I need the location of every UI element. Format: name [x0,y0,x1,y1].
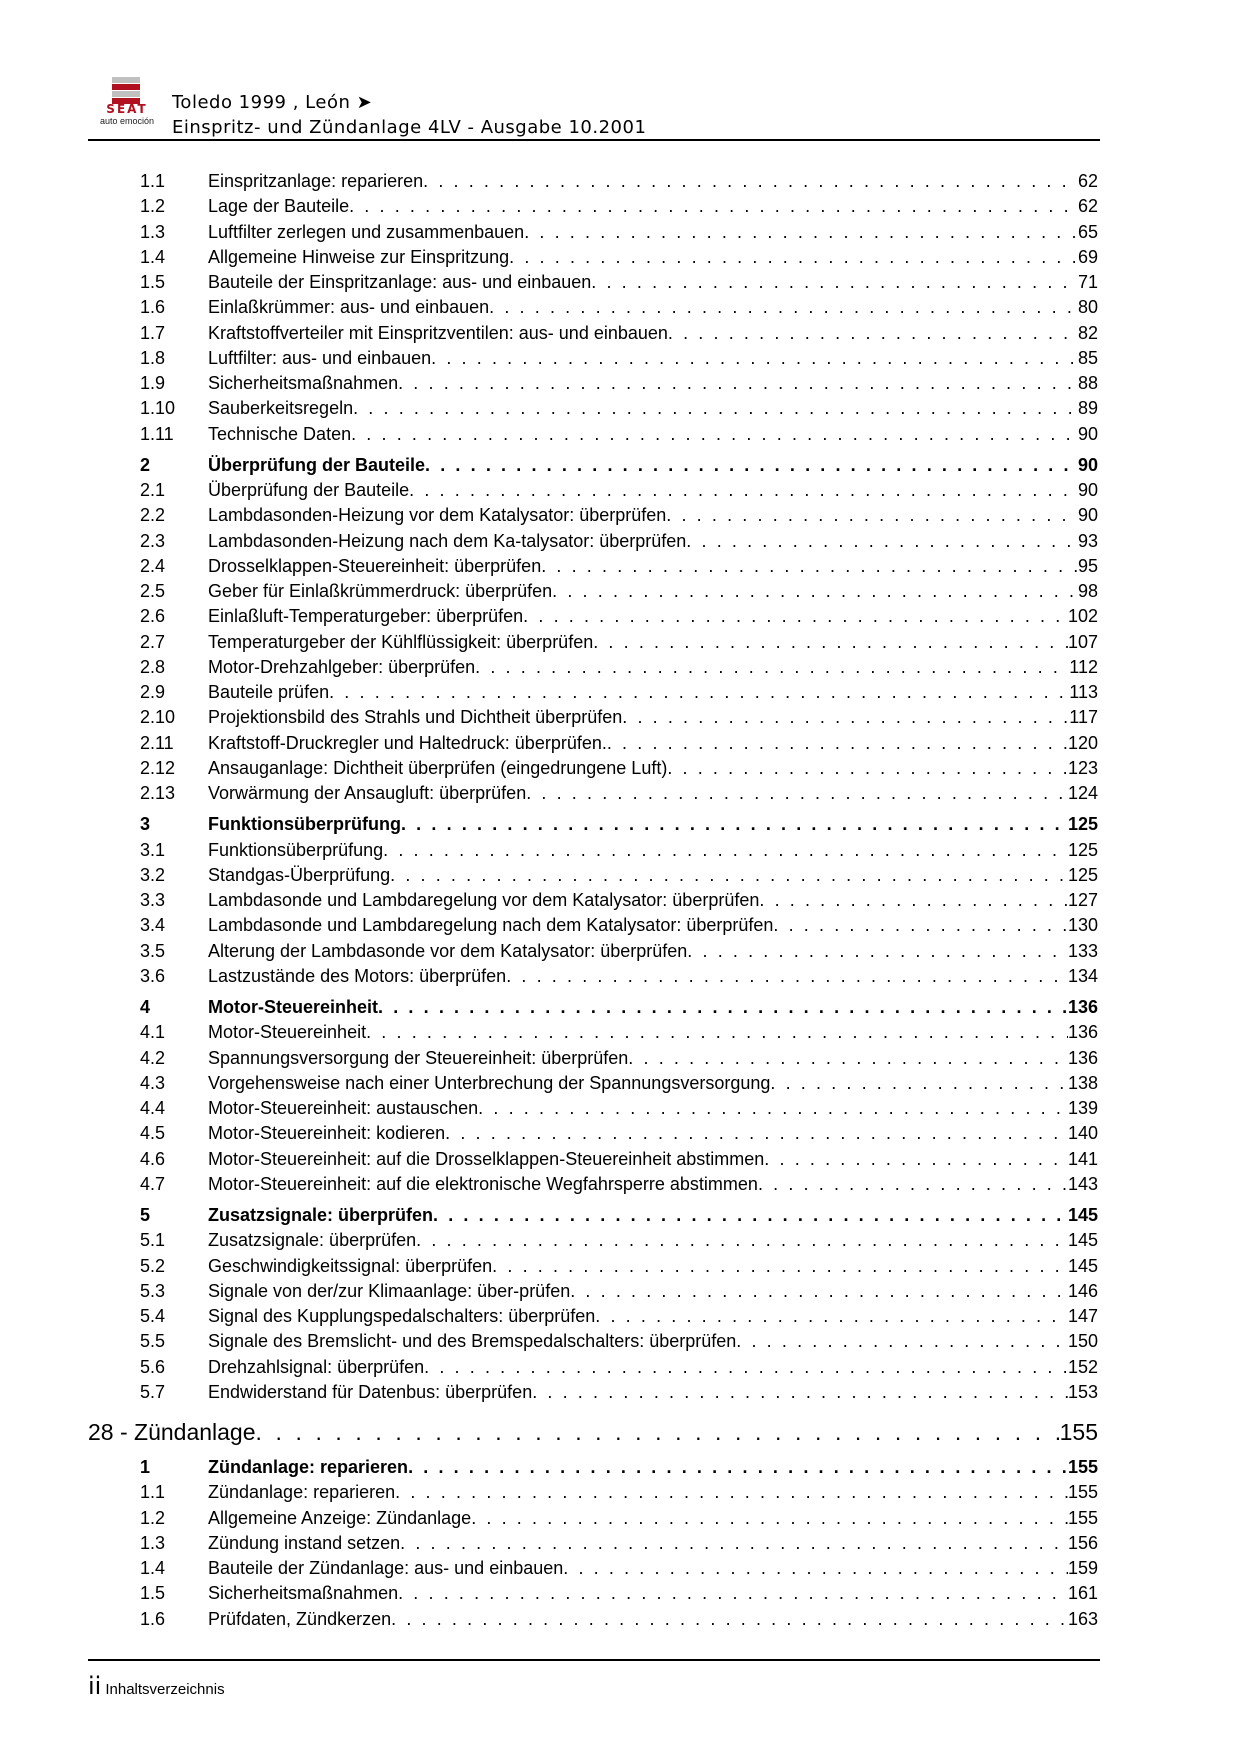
toc-entry-title: Lage der Bauteile [208,196,350,217]
dot-leader [366,1020,1068,1045]
toc-entry-title: Allgemeine Hinweise zur Einspritzung [208,246,510,267]
toc-entry-title: Funktionsüberprüfung [208,814,401,835]
dot-leader [764,1147,1068,1172]
toc-entry-page: 147 [1067,1306,1098,1326]
dot-leader [478,1096,1068,1121]
toc-entry-number: 1.11 [140,423,174,444]
dot-leader [424,1355,1068,1380]
toc-entry-number: 3.1 [140,839,166,860]
toc-entry-number: 3.6 [140,965,166,986]
toc-entry-title: Sicherheitsmaßnahmen [208,1583,399,1604]
dot-leader [770,1071,1068,1096]
toc-entry-number: 1.4 [140,1558,166,1578]
toc-entry-number: 1.4 [140,246,166,267]
toc-entry-number: 1.10 [140,398,176,419]
toc-entry[interactable] [88,630,1098,655]
toc-entry-title: Kraftstoffverteiler mit Einspritzventilen: aus- und einbauen [208,322,668,343]
toc-entry-page: 153 [1067,1381,1098,1402]
toc-chapter[interactable] [88,995,1098,1020]
toc-entry[interactable] [88,731,1098,756]
toc-entry-page: 62 [1077,171,1098,191]
dot-leader [563,1556,1068,1581]
toc-chapter[interactable] [88,1455,1098,1480]
toc-entry-number: 5.4 [140,1306,166,1326]
toc-entry[interactable] [88,1121,1098,1146]
toc-entry-page: 69 [1077,246,1098,267]
toc-entry[interactable] [88,478,1098,503]
toc-entry-number: 1.3 [140,221,166,242]
toc-entry-title: Zündanlage: reparieren [208,1482,396,1503]
toc-entry-title: Bauteile der Zündanlage: aus- und einbauen [208,1558,564,1578]
toc-entry-number: 3 [140,814,151,835]
toc-entry[interactable] [88,1071,1098,1096]
toc-entry-number: 2.11 [140,732,174,753]
toc-entry[interactable] [88,1506,1098,1531]
toc-entry[interactable] [88,781,1098,806]
toc-chapter[interactable] [88,812,1098,837]
toc-entry-page: 141 [1067,1148,1098,1169]
toc-entry-page: 140 [1067,1123,1098,1144]
toc-entry-title: Spannungsversorgung der Steuereinheit: überprüfen [208,1047,629,1068]
toc-entry-number: 2.8 [140,656,166,677]
toc-entry-number: 1.6 [140,1608,166,1629]
toc-entry-page: 152 [1067,1356,1098,1377]
dot-leader [433,1203,1068,1228]
toc-entry-page: 112 [1069,656,1098,677]
toc-entry-title: Signale von der/zur Klimaanlage: über-prüfen [208,1280,571,1301]
dot-leader [759,888,1068,913]
toc-entry-title: Motor-Steuereinheit: austauschen [208,1098,479,1118]
toc-entry-page: 90 [1077,423,1098,444]
toc-entry-title: Luftfilter zerlegen und zusammenbauen [208,221,525,242]
toc-entry-page: 125 [1067,839,1098,860]
toc-entry[interactable] [88,503,1098,528]
toc-section[interactable] [88,1415,1098,1449]
doc-title-line2: Einspritz- und Zündanlage 4LV - Ausgabe 10.2001 [172,117,647,138]
toc-entry-title: Signale des Bremslicht- und des Bremspedalschalters: überprüfen [208,1331,737,1352]
toc-entry-number: 2.4 [140,555,166,576]
toc-entry-page: 102 [1067,606,1098,627]
toc-entry-page: 90 [1077,480,1098,500]
toc-entry-number: 3.3 [140,890,166,910]
dot-leader [383,838,1068,863]
toc-entry[interactable] [88,1556,1098,1581]
toc-entry[interactable] [88,346,1098,371]
toc-entry-title: Ansauganlage: Dichtheit überprüfen (eingedrungene Luft) [208,757,668,778]
toc-entry-title: Überprüfung der Bauteile [208,480,410,500]
toc-entry[interactable] [88,655,1098,680]
toc-entry-number: 2.9 [140,682,166,702]
toc-entry[interactable] [88,1581,1098,1606]
toc-chapter[interactable] [88,453,1098,478]
toc-entry[interactable] [88,1254,1098,1279]
toc-entry-page: 90 [1077,505,1098,526]
toc-entry-page: 138 [1067,1072,1098,1093]
dot-leader [416,1228,1068,1253]
toc-entry-page: 107 [1067,631,1098,652]
toc-entry[interactable] [88,888,1098,913]
toc-entry-number: 1.1 [140,1482,166,1503]
toc-entry-page: 150 [1067,1331,1098,1352]
toc-entry-title: Lambdasonde und Lambdaregelung vor dem Katalysator: überprüfen [208,890,760,910]
toc-entry-page: 93 [1077,530,1098,551]
dot-leader [445,1121,1068,1146]
toc-entry[interactable] [88,194,1098,219]
toc-entry[interactable] [88,422,1098,447]
toc-entry-number: 1.3 [140,1532,166,1553]
dot-leader [329,680,1069,705]
footer-label: Inhaltsverzeichnis [105,1681,225,1698]
toc-entry-title: Luftfilter: aus- und einbauen [208,347,432,368]
toc-entry-number: 1.9 [140,373,166,393]
toc-entry-number: 1.7 [140,322,166,343]
toc-entry-number: 1.6 [140,297,166,318]
toc-entry-title: Motor-Drehzahlgeber: überprüfen [208,656,476,677]
dot-leader [423,169,1078,194]
dot-leader [378,995,1068,1020]
toc-entry-title: Zusatzsignale: überprüfen [208,1205,434,1225]
toc-entry[interactable] [88,1329,1098,1354]
dot-leader [398,1581,1068,1606]
logo-claim: auto emoción [99,116,155,126]
toc-entry-title: Vorgehensweise nach einer Unterbrechung der Spannungsversorgung [208,1072,771,1093]
toc-entry-page: 80 [1077,297,1098,318]
dot-leader [687,939,1068,964]
dot-leader [351,422,1078,447]
toc-entry-title: Standgas-Überprüfung [208,864,391,885]
toc-entry[interactable] [88,964,1098,989]
toc-entry-page: 133 [1067,940,1098,961]
toc-entry-page: 156 [1067,1532,1098,1553]
toc-entry-title: 28 - Zündanlage [88,1419,256,1445]
dot-leader [591,270,1078,295]
toc-entry[interactable] [88,1279,1098,1304]
toc-entry[interactable] [88,169,1098,194]
toc-entry-page: 155 [1059,1419,1098,1445]
toc-entry[interactable] [88,220,1098,245]
toc-entry[interactable] [88,1172,1098,1197]
dot-leader [532,1380,1068,1405]
toc-entry-page: 89 [1077,398,1098,419]
page-number: ii [88,1672,102,1700]
toc-entry-page: 125 [1067,864,1098,885]
toc-entry[interactable] [88,245,1098,270]
dot-leader [475,655,1069,680]
toc-entry-page: 82 [1077,322,1098,343]
toc-entry-page: 127 [1067,890,1098,910]
dot-leader [541,554,1078,579]
toc-entry-number: 2.1 [140,480,166,500]
toc-entry[interactable] [88,604,1098,629]
toc-entry-page: 85 [1077,347,1098,368]
toc-entry[interactable] [88,1380,1098,1405]
toc-entry-title: Lambdasonden-Heizung vor dem Katalysator: überprüfen [208,505,667,526]
dot-leader [595,1304,1068,1329]
toc-entry-page: 123 [1067,757,1098,778]
toc-entry-title: Funktionsüberprüfung [208,839,384,860]
toc-entry-title: Motor-Steuereinheit: kodieren [208,1123,446,1144]
toc-entry-title: Einspritzanlage: reparieren [208,171,424,191]
dot-leader [758,1172,1068,1197]
dot-leader [736,1329,1068,1354]
toc-entry[interactable] [88,321,1098,346]
dot-leader [349,194,1078,219]
toc-entry-number: 2.10 [140,707,176,728]
dot-leader [622,705,1069,730]
toc-entry-title: Vorwärmung der Ansaugluft: überprüfen [208,783,527,803]
toc-entry-page: 136 [1067,1022,1098,1043]
dot-leader [256,1415,1060,1449]
toc-entry-number: 2.7 [140,631,166,652]
toc-entry-number: 5.7 [140,1381,166,1402]
toc-entry-title: Zündung instand setzen [208,1532,401,1553]
dot-leader [570,1279,1068,1304]
toc-entry-page: 65 [1077,221,1098,242]
toc-entry[interactable] [88,1531,1098,1556]
toc-entry-title: Überprüfung der Bauteile [208,454,426,475]
seat-logo [88,72,166,132]
toc-entry[interactable] [88,680,1098,705]
toc-entry-page: 136 [1067,997,1098,1017]
toc-entry-number: 5.6 [140,1356,166,1377]
seat-logo-icon [109,75,143,105]
toc-entry-number: 2.2 [140,505,166,526]
toc-entry-number: 4.1 [140,1022,166,1043]
toc-entry-page: 88 [1077,373,1098,393]
toc-entry-title: Temperaturgeber der Kühlflüssigkeit: überprüfen [208,631,594,652]
dot-leader [509,245,1078,270]
toc-entry-title: Endwiderstand für Datenbus: überprüfen [208,1381,533,1402]
dot-leader [492,1254,1068,1279]
toc-entry-page: 143 [1067,1173,1098,1194]
table-of-contents [88,169,1098,1632]
toc-entry[interactable] [88,863,1098,888]
toc-entry[interactable] [88,396,1098,421]
toc-entry-number: 5.3 [140,1280,166,1301]
header-divider [88,139,1100,141]
dot-leader [431,346,1078,371]
toc-entry-page: 155 [1067,1457,1098,1477]
toc-entry-number: 5 [140,1205,151,1225]
toc-entry-number: 4.2 [140,1047,166,1068]
dot-leader [666,503,1078,528]
toc-entry-title: Motor-Steuereinheit [208,1022,367,1043]
toc-entry-number: 1.5 [140,1583,166,1604]
toc-entry-title: Sicherheitsmaßnahmen [208,373,399,393]
toc-entry-page: 146 [1067,1280,1098,1301]
toc-entry-page: 62 [1077,196,1098,217]
toc-entry[interactable] [88,1355,1098,1380]
toc-entry-number: 4.7 [140,1173,166,1194]
toc-entry-number: 5.5 [140,1331,166,1352]
toc-entry-page: 117 [1069,707,1098,728]
toc-entry-page: 124 [1067,783,1098,803]
page-header [88,72,1100,142]
toc-entry-title: Einlaßluft-Temperaturgeber: überprüfen [208,606,524,627]
toc-entry[interactable] [88,939,1098,964]
toc-entry-number: 4 [140,997,151,1017]
toc-entry-number: 1.2 [140,196,166,217]
page-footer [88,1672,225,1700]
dot-leader [668,321,1078,346]
dot-leader [353,396,1078,421]
toc-entry-page: 113 [1069,682,1098,702]
toc-entry-number: 2.6 [140,606,166,627]
toc-entry[interactable] [88,838,1098,863]
toc-entry-number: 4.5 [140,1123,166,1144]
toc-entry-title: Geber für Einlaßkrümmerdruck: überprüfen [208,581,553,601]
doc-title-line1: Toledo 1999 , León ➤ [172,92,373,113]
toc-entry[interactable] [88,705,1098,730]
toc-entry-title: Lastzustände des Motors: überprüfen [208,965,507,986]
toc-entry-number: 4.3 [140,1072,166,1093]
toc-entry-title: Motor-Steuereinheit: auf die Drosselklappen-Steuereinheit abstimmen [208,1148,765,1169]
toc-entry-number: 1.8 [140,347,166,368]
toc-entry-number: 1.5 [140,272,166,292]
dot-leader [526,781,1068,806]
toc-entry-page: 155 [1067,1507,1098,1528]
toc-entry-title: Projektionsbild des Strahls und Dichtheit überprüfen [208,707,623,728]
dot-leader [667,756,1068,781]
dot-leader [471,1506,1068,1531]
toc-entry-number: 4.6 [140,1148,166,1169]
dot-leader [395,1480,1068,1505]
toc-entry-page: 134 [1067,965,1098,986]
toc-entry-title: Kraftstoff-Druckregler und Haltedruck: überprüfen. [208,732,607,753]
dot-leader [607,731,1068,756]
toc-entry-title: Lambdasonde und Lambdaregelung nach dem Katalysator: überprüfen [208,915,774,936]
toc-entry-number: 3.2 [140,864,166,885]
toc-entry[interactable] [88,270,1098,295]
dot-leader [523,604,1068,629]
footer-divider [88,1659,1100,1661]
toc-entry-number: 5.1 [140,1230,166,1251]
dot-leader [628,1046,1068,1071]
toc-entry[interactable] [88,1480,1098,1505]
toc-entry-number: 1.1 [140,171,166,191]
toc-entry-number: 1.2 [140,1507,166,1528]
toc-entry[interactable] [88,554,1098,579]
toc-entry-page: 136 [1067,1047,1098,1068]
toc-entry[interactable] [88,1020,1098,1045]
dot-leader [401,812,1068,837]
dot-leader [686,529,1078,554]
toc-entry-page: 159 [1067,1558,1098,1578]
toc-entry-number: 1 [140,1457,151,1477]
dot-leader [409,478,1078,503]
toc-entry-title: Motor-Steuereinheit: auf die elektronische Wegfahrsperre abstimmen [208,1173,758,1194]
dot-leader [552,579,1078,604]
toc-entry-title: Lambdasonden-Heizung nach dem Ka-talysator: überprüfen [208,530,687,551]
toc-entry[interactable] [88,295,1098,320]
toc-entry-title: Geschwindigkeitssignal: überprüfen [208,1255,493,1276]
toc-entry[interactable] [88,1607,1098,1632]
toc-entry-number: 3.4 [140,915,166,936]
toc-entry-page: 98 [1077,581,1098,601]
dot-leader [506,964,1068,989]
toc-entry[interactable] [88,913,1098,938]
dot-leader [398,371,1078,396]
toc-entry-page: 161 [1067,1583,1098,1604]
toc-entry[interactable] [88,579,1098,604]
toc-entry[interactable] [88,1046,1098,1071]
toc-entry-number: 2.3 [140,530,166,551]
toc-entry-page: 71 [1077,272,1098,292]
toc-entry-page: 90 [1077,454,1098,475]
toc-entry-title: Drosselklappen-Steuereinheit: überprüfen [208,555,542,576]
toc-entry[interactable] [88,1228,1098,1253]
dot-leader [408,1455,1068,1480]
toc-entry-number: 2.13 [140,783,176,803]
toc-entry-page: 155 [1067,1482,1098,1503]
toc-entry-title: Drehzahlsignal: überprüfen [208,1356,425,1377]
toc-entry-page: 130 [1067,915,1098,936]
toc-entry-number: 2.5 [140,581,166,601]
toc-entry-title: Alterung der Lambdasonde vor dem Katalysator: überprüfen [208,940,688,961]
dot-leader [391,1607,1068,1632]
toc-entry-title: Signal des Kupplungspedalschalters: überprüfen [208,1306,596,1326]
toc-entry-title: Technische Daten [208,423,352,444]
toc-entry[interactable] [88,1304,1098,1329]
toc-entry-page: 125 [1067,814,1098,835]
toc-entry[interactable] [88,371,1098,396]
toc-entry-number: 4.4 [140,1098,166,1118]
toc-entry[interactable] [88,529,1098,554]
toc-entry-page: 145 [1067,1205,1098,1225]
toc-entry-title: Allgemeine Anzeige: Zündanlage [208,1507,472,1528]
dot-leader [400,1531,1068,1556]
dot-leader [489,295,1078,320]
toc-entry-page: 145 [1067,1230,1098,1251]
toc-entry-page: 95 [1077,555,1098,576]
toc-chapter[interactable] [88,1203,1098,1228]
toc-entry-title: Zündanlage: reparieren [208,1457,409,1477]
toc-entry-title: Bauteile der Einspritzanlage: aus- und einbauen [208,272,592,292]
toc-entry-title: Motor-Steuereinheit [208,997,379,1017]
toc-entry-title: Sauberkeitsregeln [208,398,354,419]
toc-entry-title: Prüfdaten, Zündkerzen [208,1608,392,1629]
toc-entry-number: 2.12 [140,757,176,778]
dot-leader [773,913,1068,938]
toc-entry-number: 5.2 [140,1255,166,1276]
dot-leader [425,453,1078,478]
toc-entry-page: 120 [1067,732,1098,753]
dot-leader [593,630,1068,655]
dot-leader [524,220,1078,245]
toc-entry-number: 3.5 [140,940,166,961]
logo-brand: SEAT [106,102,148,116]
dot-leader [390,863,1068,888]
toc-entry[interactable] [88,1147,1098,1172]
toc-entry-number: 2 [140,454,151,475]
toc-entry-page: 145 [1067,1255,1098,1276]
toc-entry-page: 163 [1067,1608,1098,1629]
toc-entry-title: Einlaßkrümmer: aus- und einbauen [208,297,490,318]
toc-entry[interactable] [88,756,1098,781]
toc-entry[interactable] [88,1096,1098,1121]
toc-entry-page: 139 [1067,1098,1098,1118]
toc-entry-title: Bauteile prüfen [208,682,330,702]
toc-entry-title: Zusatzsignale: überprüfen [208,1230,417,1251]
